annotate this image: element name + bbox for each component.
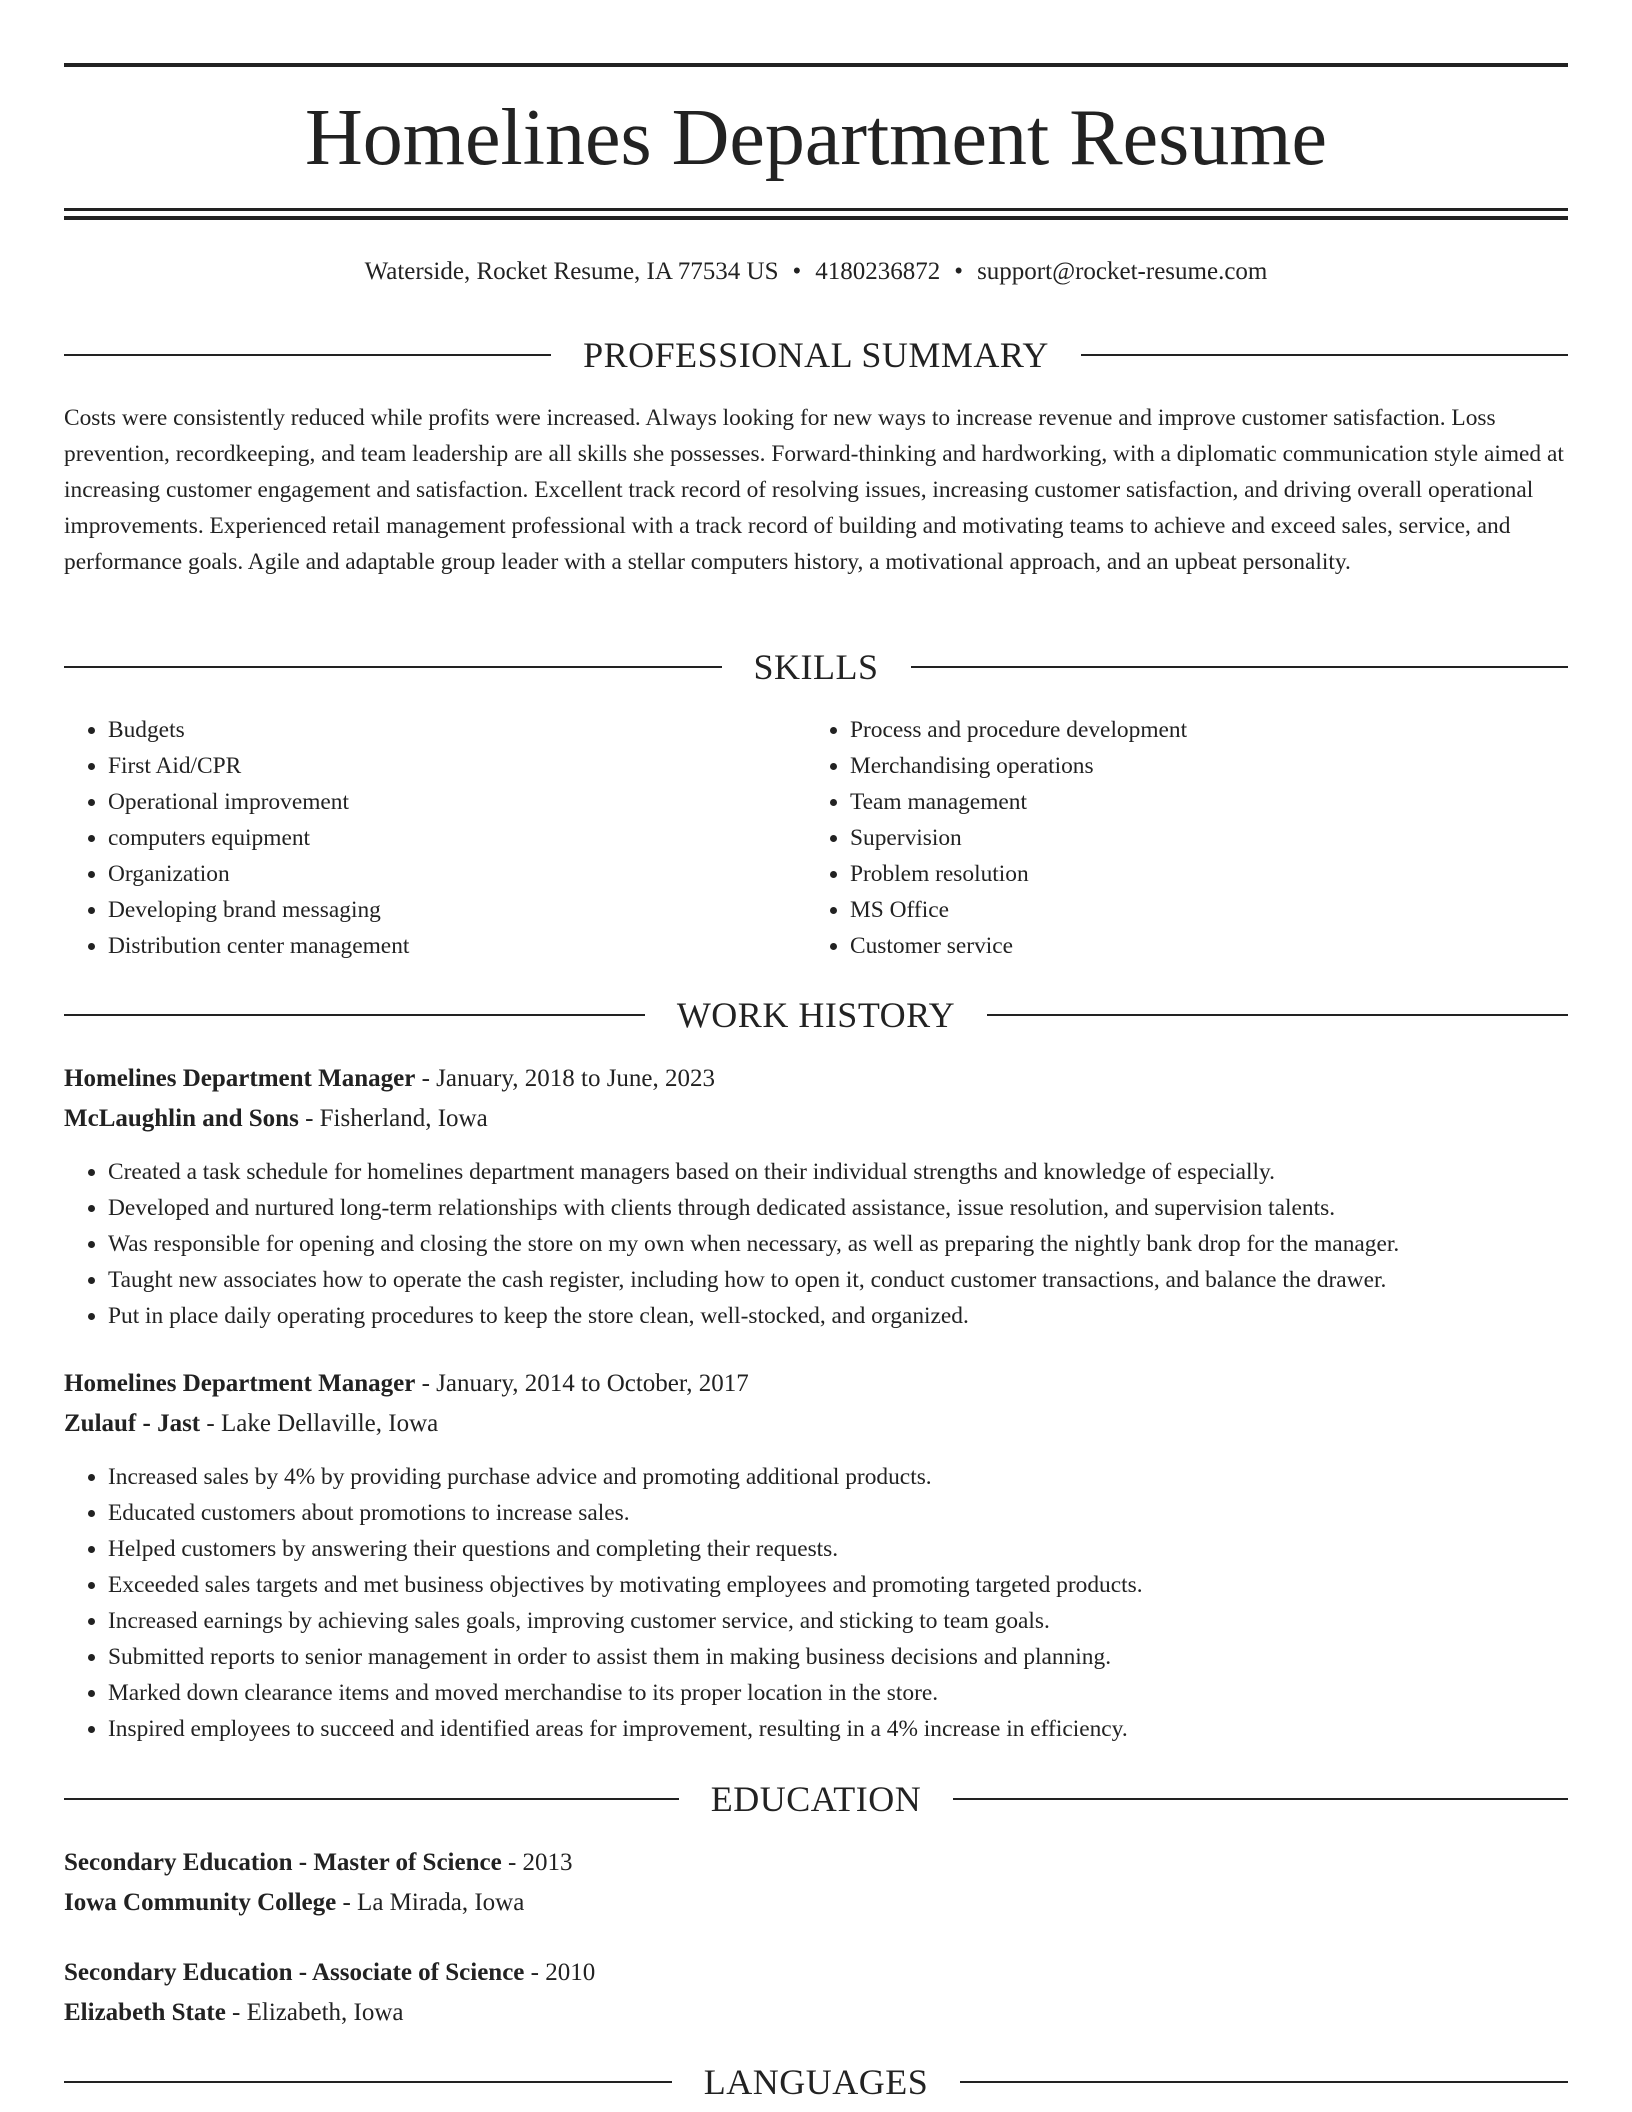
job-duty: • Increased sales by 4% by providing purchase advice and promoting additional products. (108, 1459, 1612, 1495)
title-rule-lower (64, 216, 1568, 220)
title-rule-upper (64, 208, 1568, 211)
section-header-languages (64, 2060, 1568, 2104)
skill-item: • Budgets (108, 712, 806, 748)
skill-item: • MS Office (850, 892, 1548, 928)
section-rule (64, 666, 722, 668)
section-title: EDUCATION (710, 1779, 922, 1819)
skill-item: • Distribution center management (108, 928, 806, 964)
job-duty: • Increased earnings by achieving sales goals, improving customer service, and sticking to team goals. (108, 1603, 1612, 1639)
section-rule (64, 354, 551, 356)
skill-item: • Supervision (850, 820, 1548, 856)
top-rule (64, 63, 1568, 67)
job-duty: • Exceeded sales targets and met business objectives by motivating employees and promoting targeted products. (108, 1567, 1612, 1603)
job-company-line (64, 1101, 1568, 1137)
job-duty: • Created a task schedule for homelines department managers based on their individual strengths and knowledge of especially. (108, 1154, 1612, 1190)
resume-title: Homelines Department Resume (305, 94, 1327, 182)
job-duty: • Educated customers about promotions to increase sales. (108, 1495, 1612, 1531)
contact-separator: • (954, 258, 964, 285)
section-rule (1081, 354, 1568, 356)
education-school: Iowa Community College (64, 1889, 337, 1916)
section-rule (960, 2081, 1568, 2083)
section-title: WORK HISTORY (676, 995, 956, 1035)
section-rule (911, 666, 1569, 668)
section-title: LANGUAGES (703, 2062, 929, 2102)
skill-item: • Operational improvement (108, 784, 806, 820)
job-duty: • Developed and nurtured long-term relationships with clients through dedicated assistance, issue resolution, and supervision talents. (108, 1190, 1612, 1226)
section-title: PROFESSIONAL SUMMARY (583, 335, 1049, 375)
job-duty: • Was responsible for opening and closing the store on my own when necessary, as well as preparing the nightly bank drop for the manager. (108, 1226, 1612, 1262)
job-duties (64, 1154, 1612, 1334)
section-rule (64, 1798, 679, 1800)
job-duty: • Marked down clearance items and moved merchandise to its proper location in the store. (108, 1675, 1612, 1711)
section-title: SKILLS (753, 647, 879, 687)
job-company: Zulauf - Jast (64, 1410, 201, 1437)
job-dates: - January, 2014 to October, 2017 (415, 1370, 749, 1397)
summary-text: Costs were consistently reduced while profits were increased. Always looking for new ways to increase revenue and improve customer satisfaction. Loss prevention, recordkeeping, and team leadership are all skills she possesses. Forward-thinking and hardworking, with a diplomatic communication style aimed at increasing customer engagement and satisfaction. Excellent track record of resolving issues, increasing customer satisfaction, and driving overall operational improvements. Experienced retail management professional with a track record of building and motivating teams to achieve and exceed sales, service, and performance goals. Agile and adaptable group leader with a stellar computers history, a motivational approach, and an upbeat personality. (64, 405, 1564, 575)
section-header-education (64, 1777, 1568, 1821)
contact-email: support@rocket-resume.com (977, 258, 1268, 285)
section-rule (953, 1798, 1568, 1800)
job-duty: • Helped customers by answering their questions and completing their requests. (108, 1531, 1612, 1567)
skills-column-left (64, 712, 806, 964)
contact-phone: 4180236872 (815, 258, 941, 285)
section-rule (64, 2081, 672, 2083)
job-duty: • Taught new associates how to operate the cash register, including how to open it, conduct customer transactions, and balance the drawer. (108, 1262, 1612, 1298)
skill-item: • Organization (108, 856, 806, 892)
job-title-line (64, 1366, 1568, 1402)
skill-item: • Developing brand messaging (108, 892, 806, 928)
job-location: - Lake Dellaville, Iowa (200, 1410, 439, 1437)
education-degree: Secondary Education - Master of Science (64, 1849, 502, 1876)
skill-item: • Merchandising operations (850, 748, 1548, 784)
skill-item: • computers equipment (108, 820, 806, 856)
job-location: - Fisherland, Iowa (298, 1105, 488, 1132)
education-year: - 2013 (501, 1849, 573, 1876)
job-dates: - January, 2018 to June, 2023 (415, 1065, 716, 1092)
education-degree-line (64, 1955, 1568, 1991)
job-title: Homelines Department Manager (64, 1065, 416, 1092)
section-rule (987, 1014, 1568, 1016)
education-school-line (64, 1995, 1568, 2031)
section-header-work (64, 993, 1568, 1037)
job-duty: • Inspired employees to succeed and identified areas for improvement, resulting in a 4% increase in efficiency. (108, 1711, 1612, 1747)
education-location: - La Mirada, Iowa (336, 1889, 525, 1916)
skills-column-right (806, 712, 1548, 964)
job-duties (64, 1459, 1612, 1747)
education-school: Elizabeth State (64, 1999, 226, 2026)
skill-item: • Team management (850, 784, 1548, 820)
section-rule (64, 1014, 645, 1016)
education-school-line (64, 1885, 1568, 1921)
education-year: - 2010 (524, 1959, 596, 1986)
skill-item: • Process and procedure development (850, 712, 1548, 748)
skill-item: • Problem resolution (850, 856, 1548, 892)
job-title: Homelines Department Manager (64, 1370, 416, 1397)
job-title-line (64, 1061, 1568, 1097)
education-location: - Elizabeth, Iowa (225, 1999, 404, 2026)
job-company-line (64, 1406, 1568, 1442)
contact-separator: • (792, 258, 802, 285)
section-header-summary (64, 333, 1568, 377)
contact-line (64, 254, 1568, 290)
contact-address: Waterside, Rocket Resume, IA 77534 US (364, 258, 779, 285)
skill-item: • First Aid/CPR (108, 748, 806, 784)
section-header-skills (64, 645, 1568, 689)
education-degree: Secondary Education - Associate of Science (64, 1959, 525, 1986)
job-duty: • Put in place daily operating procedures to keep the store clean, well-stocked, and organized. (108, 1298, 1612, 1334)
skill-item: • Customer service (850, 928, 1548, 964)
education-degree-line (64, 1845, 1568, 1881)
job-company: McLaughlin and Sons (64, 1105, 299, 1132)
job-duty: • Submitted reports to senior management in order to assist them in making business decisions and planning. (108, 1639, 1612, 1675)
skills-list (64, 712, 1568, 964)
